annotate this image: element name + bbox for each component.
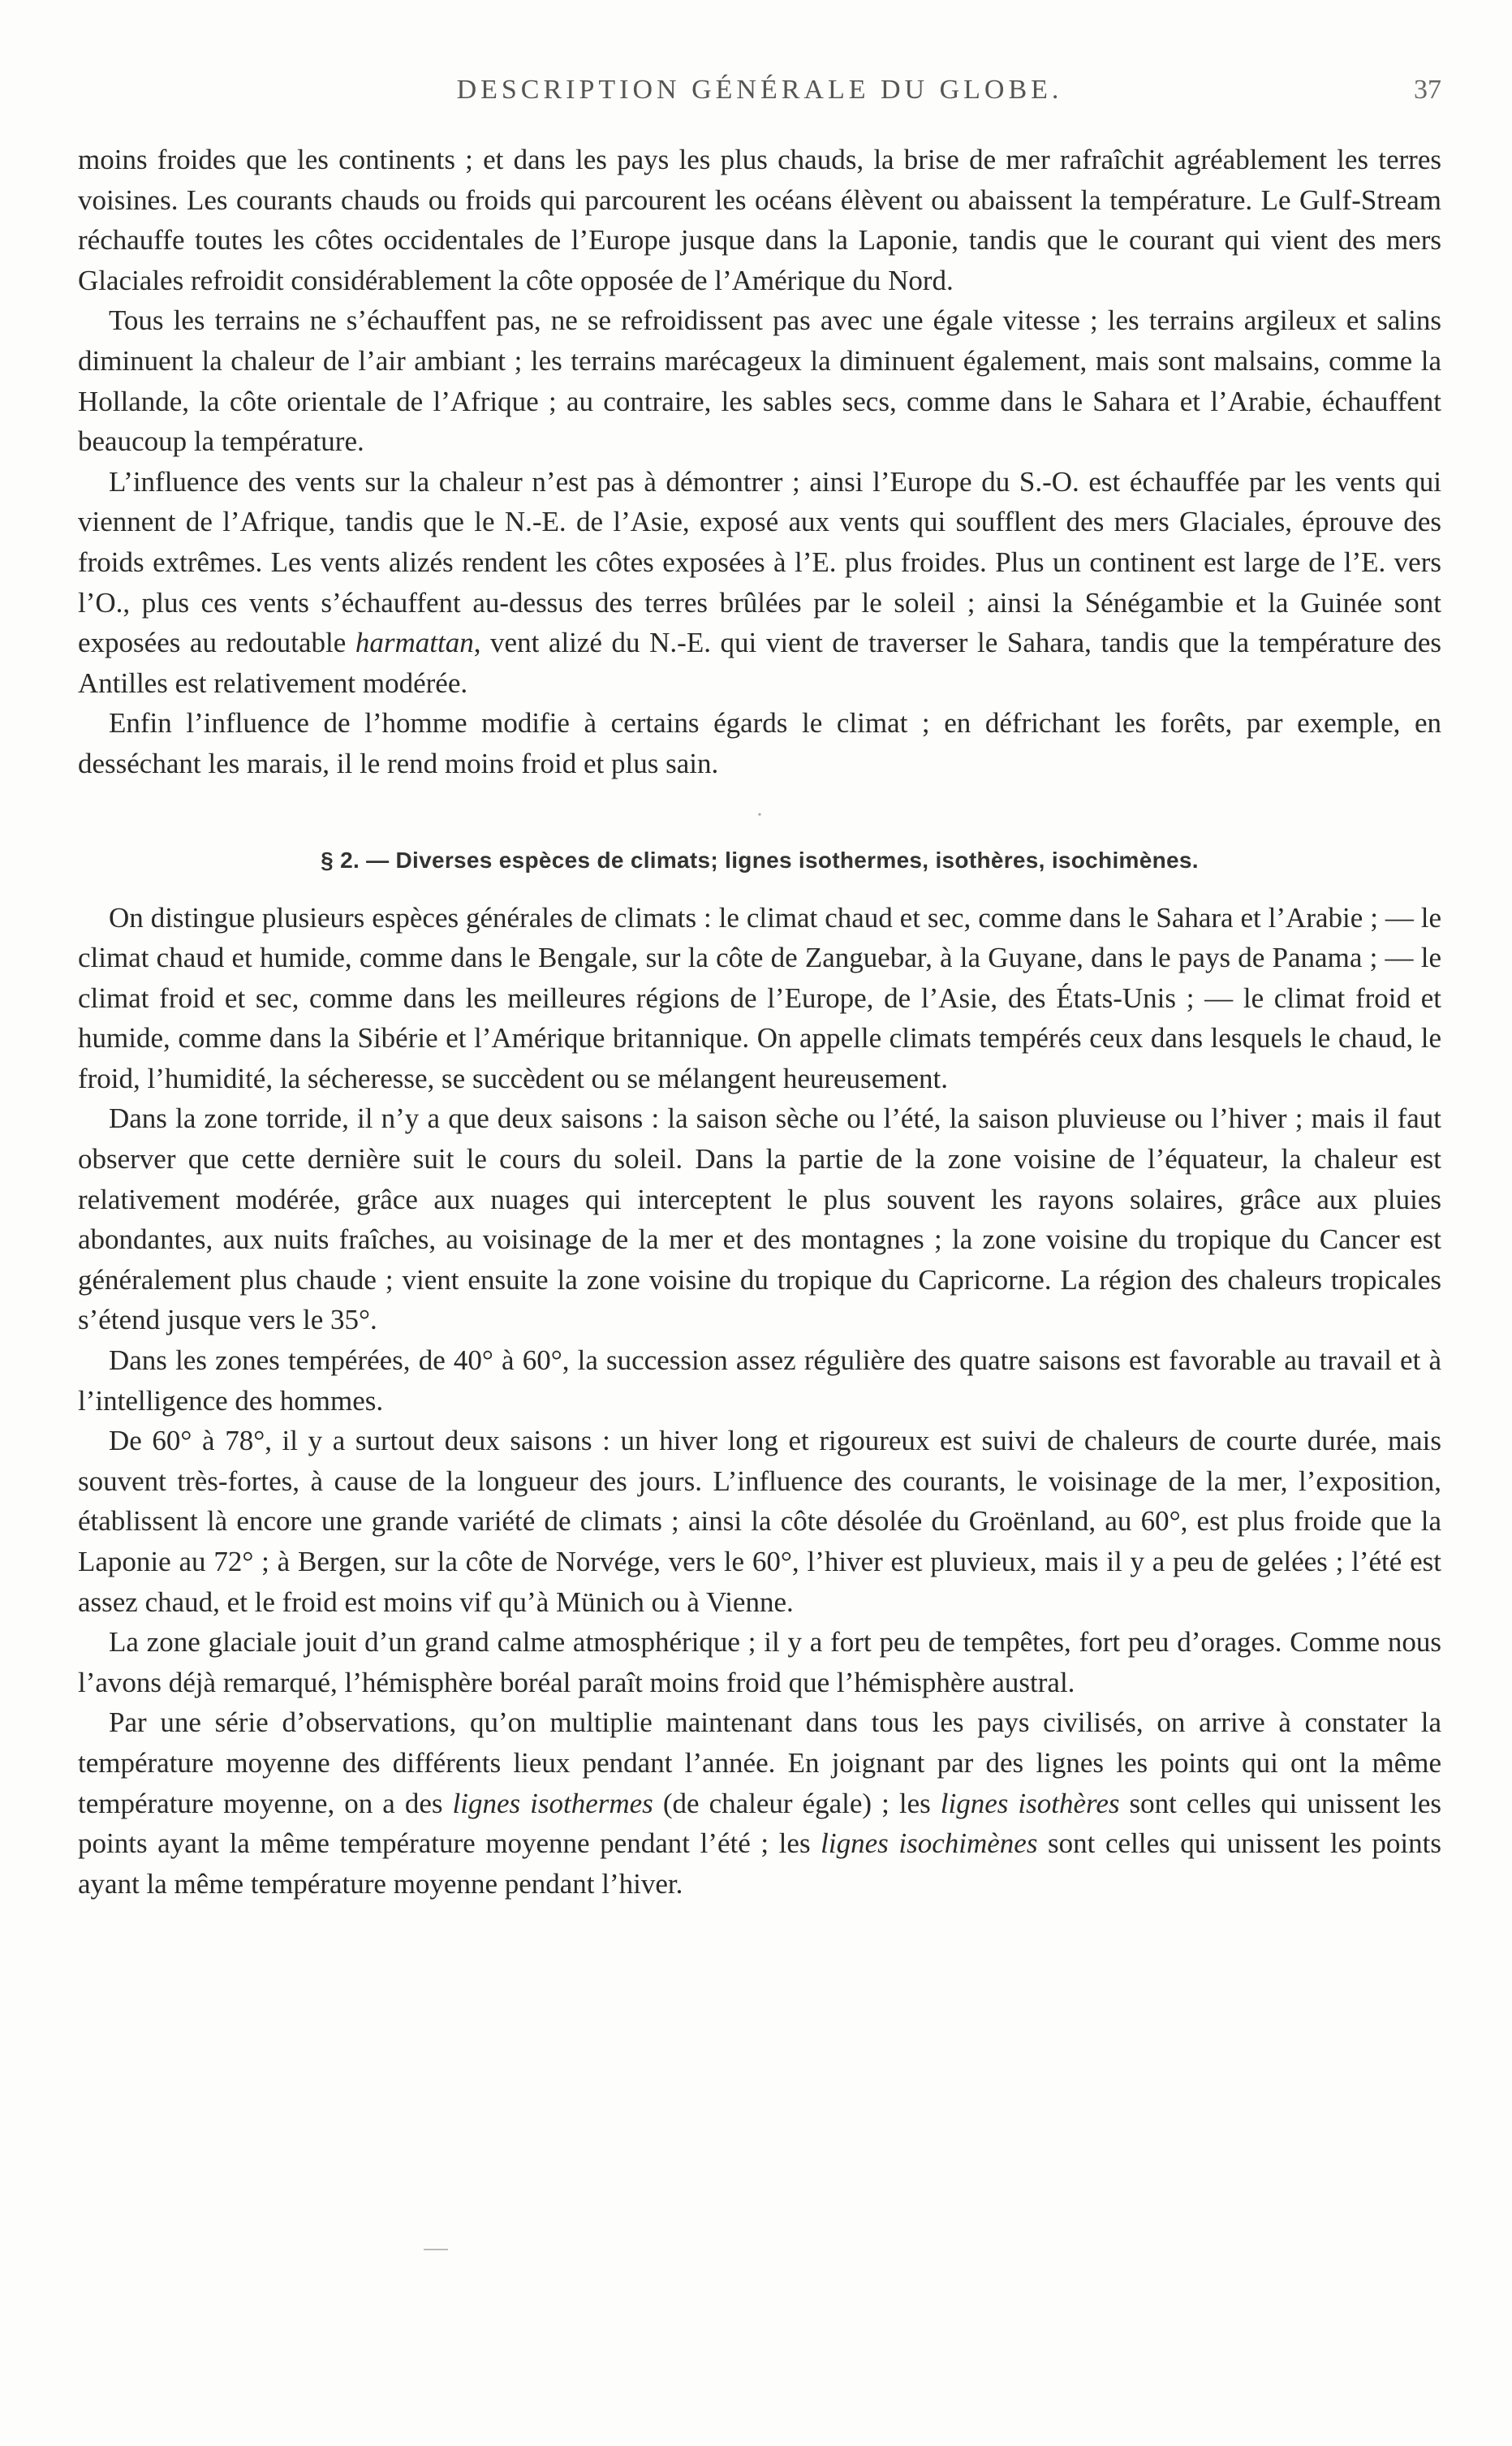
italic-term: lignes isothermes <box>452 1787 653 1819</box>
paragraph: moins froides que les continents ; et dans les pays les plus chauds, la brise de mer rafraîchit agréablement les terres voisines. Les courants chauds ou froids qui parcourent les océans élèvent ou abaissent la température. Le Gulf-Stream réchauffe toutes les côtes occidentales de l’Europe jusque dans la Laponie, tandis que le courant qui vient des mers Glaciales refroidit considérablement la côte opposée de l’Amérique du Nord. <box>78 144 1441 296</box>
page-number: 37 <box>1414 75 1441 105</box>
running-head <box>78 75 1441 115</box>
paragraph: On distingue plusieurs espèces générales de climats : le climat chaud et sec, comme dans le Sahara et l’Arabie ; — le climat chaud et humide, comme dans le Bengale, sur la côte de Zanguebar, à la Guyane, dans le pays de Panama ; — le climat froid et sec, comme dans les meilleures régions de l’Europe, de l’Asie, des États-Unis ; — le climat froid et humide, comme dans la Sibérie et l’Amérique britannique. On appelle climats tempérés ceux dans lesquels le chaud, le froid, l’humidité, la sécheresse, se succèdent ou se mélangent heureusement. <box>78 901 1441 1094</box>
ornament: • <box>757 809 762 822</box>
text-run: Par une série d’observations, qu’on multiplie maintenant dans tous les pays civilisés, on arrive à constater la température moyenne des différents lieux pendant l’année. En joignant par des lignes les points qui ont la même température moyenne, on a des <box>78 1706 1441 1819</box>
italic-term: lignes isothères <box>940 1787 1120 1819</box>
footer-mark <box>424 2249 448 2250</box>
italic-term: lignes isochimènes <box>821 1827 1038 1860</box>
paragraph <box>78 462 1441 704</box>
paragraph <box>78 1702 1441 1904</box>
italic-term: harmattan <box>355 627 474 659</box>
text-run: L’influence des vents sur la chaleur n’est pas à démontrer ; ainsi l’Europe du S.-O. est échauffée par les vents qui viennent de l’Afrique, tandis que le N.-E. de l’Asie, exposé aux vents qui soufflent des mers Glaciales, éprouve des froids extrêmes. Les vents alizés rendent les côtes exposées à l’E. plus froides. Plus un continent est large de l’E. vers l’O., plus ces vents s’échauffent au-dessus des terres brûlées par le soleil ; ainsi la Sénégambie et la Guinée sont exposées au redoutable <box>78 465 1441 659</box>
paragraph: Tous les terrains ne s’échauffent pas, ne se refroidissent pas avec une égale vitesse ; les terrains argileux et salins diminuent la chaleur de l’air ambiant ; les terrains marécageux la diminuent également, mais sont malsains, comme la Hollande, la côte orientale de l’Afrique ; au contraire, les sables secs, comme dans le Sahara et l’Arabie, échauffent beaucoup la température. <box>78 304 1441 458</box>
section-heading: § 2. — Diverses espèces de climats; lignes isothermes, isothères, isochimènes. <box>321 847 1199 873</box>
paragraph: Enfin l’influence de l’homme modifie à certains égards le climat ; en défrichant les forêts, par exemple, en desséchant les marais, il le rend moins froid et plus sain. <box>78 707 1441 779</box>
paragraph: Dans les zones tempérées, de 40° à 60°, la succession assez régulière des quatre saisons est favorable au travail et à l’intelligence des hommes. <box>78 1344 1441 1417</box>
text-run: sont celles qui unissent les points ayant la même température moyenne pendant l’été ; les <box>78 1787 1441 1860</box>
body-text <box>78 140 1441 1904</box>
paragraph: De 60° à 78°, il y a surtout deux saisons : un hiver long et rigoureux est suivi de chaleurs de courte durée, mais souvent très-fortes, à cause de la longueur des jours. L’influence des courants, le voisinage de la mer, l’exposition, établissent là encore une grande variété de climats ; ainsi la côte désolée du Groënland, au 60°, est plus froide que la Laponie au 72° ; à Bergen, sur la côte de Norvége, vers le 60°, l’hiver est pluvieux, mais il y a peu de gelées ; l’été est assez chaud, et le froid est moins vif qu’à Münich ou à Vienne. <box>78 1425 1441 1618</box>
text-run: , vent alizé du N.-E. qui vient de traverser le Sahara, tandis que la température des Antilles est relativement modérée. <box>78 627 1441 699</box>
paragraph: Dans la zone torride, il n’y a que deux saisons : la saison sèche ou l’été, la saison pluvieuse ou l’hiver ; mais il faut observer que cette dernière suit le cours du soleil. Dans la partie de la zone voisine de l’équateur, la chaleur est relativement modérée, grâce aux nuages qui interceptent le plus souvent les rayons solaires, grâce aux pluies abondantes, aux nuits fraîches, au voisinage de la mer et des montagnes ; la zone voisine du tropique du Cancer est généralement plus chaude ; vient ensuite la zone voisine du tropique du Capricorne. La région des chaleurs tropicales s’étend jusque vers le 35°. <box>78 1102 1441 1336</box>
text-run: sont celles qui unissent les points ayant la même température moyenne pendant l’hiver. <box>78 1827 1441 1900</box>
paragraph: La zone glaciale jouit d’un grand calme atmosphérique ; il y a fort peu de tempêtes, fort peu d’orages. Comme nous l’avons déjà remarqué, l’hémisphère boréal paraît moins froid que l’hémisphère austral. <box>78 1626 1441 1698</box>
running-title: DESCRIPTION GÉNÉRALE DU GLOBE. <box>456 75 1063 105</box>
text-run: (de chaleur égale) ; les <box>653 1787 941 1819</box>
